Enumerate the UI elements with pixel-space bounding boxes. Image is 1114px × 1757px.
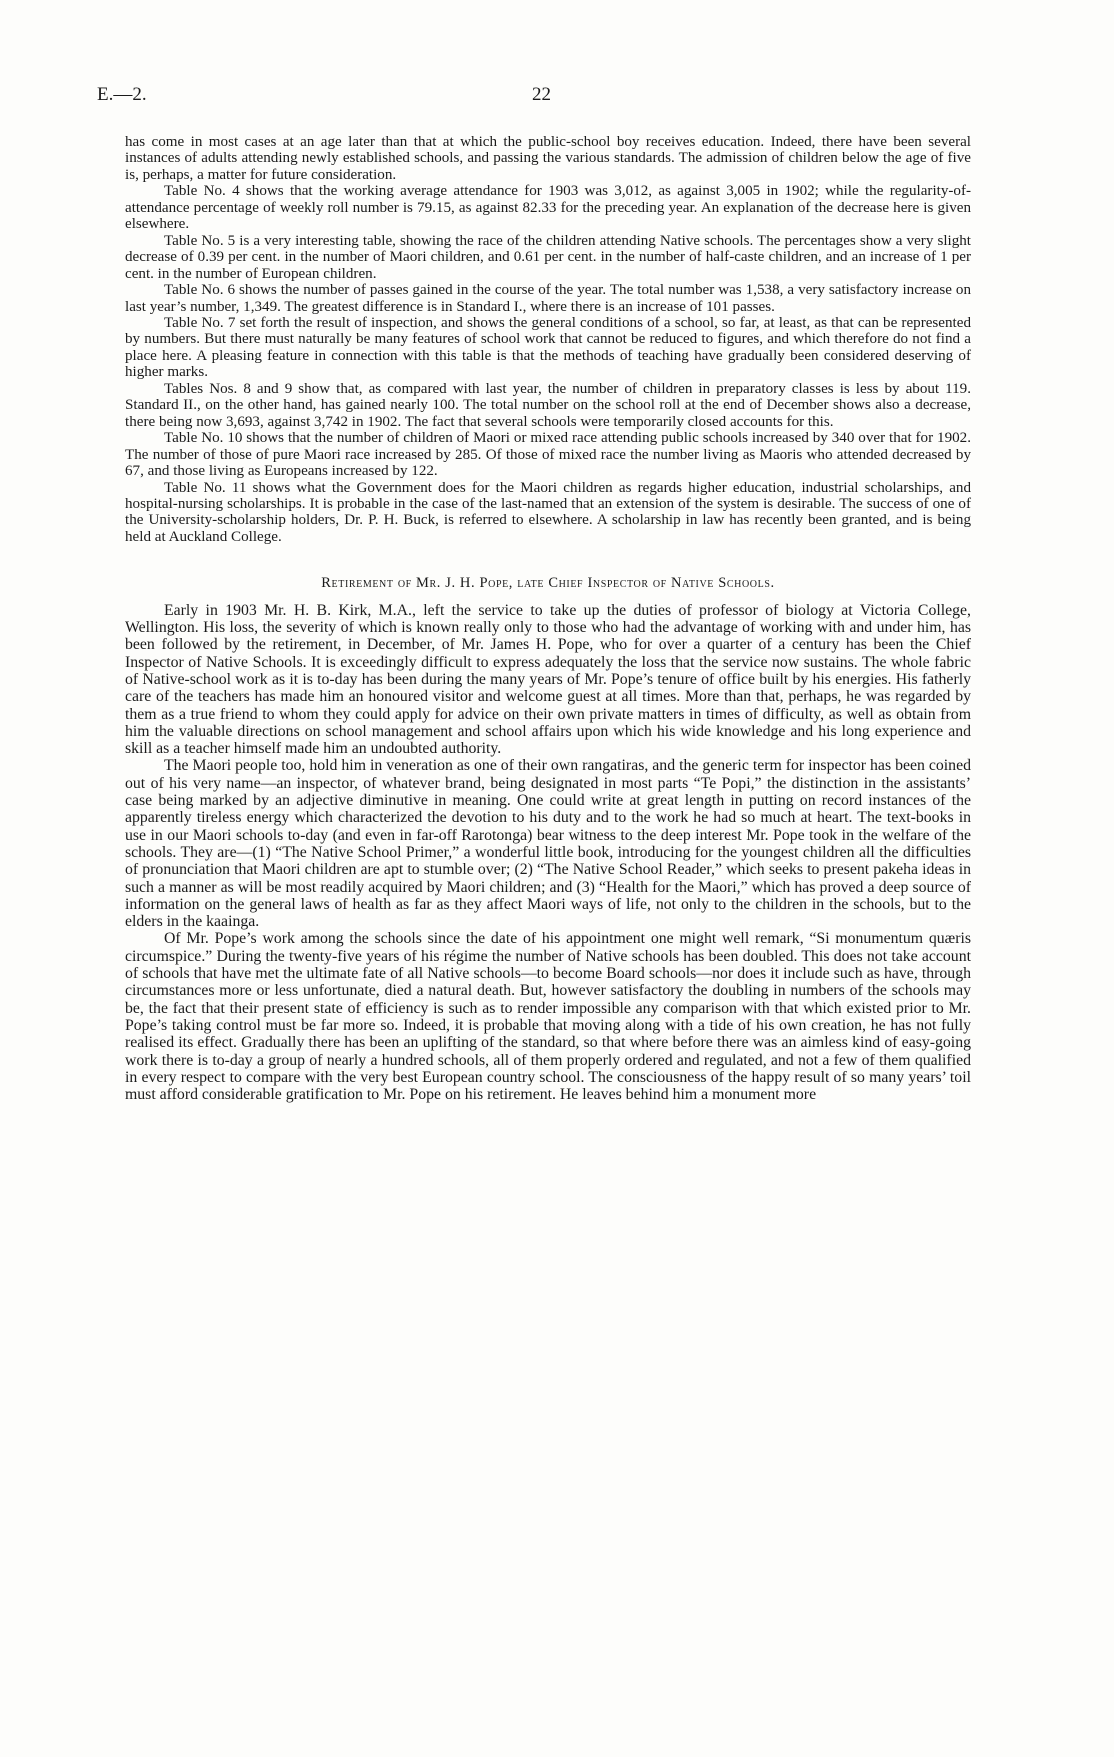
section-heading: Retirement of Mr. J. H. Pope, late Chief Inspector of Native Schools.	[321, 575, 775, 592]
paragraph: Table No. 5 is a very interesting table, showing the race of the children attending Native schools. The percentages show a very slight decrease of 0.39 per cent. in the number of Maori children, and 0.61 per cent. in the number of half-caste children, and an increase of 1 per cent. in the number of European children.	[125, 232, 971, 282]
page-header	[97, 84, 987, 114]
paragraph: Table No. 6 shows the number of passes gained in the course of the year. The total number was 1,538, a very satisfactory increase on last year’s number, 1,349. The greatest difference is in Standard I., where there is an increase of 101 passes.	[125, 282, 971, 315]
page-number: 22	[532, 84, 551, 105]
page-body	[125, 134, 971, 1103]
paragraph: Table No. 10 shows that the number of children of Maori or mixed race attending public schools increased by 340 over that for 1902. The number of those of pure Maori race increased by 285. Of those of mixed race the number living as Maoris who attended decreased by 67, and those living as Europeans increased by 122.	[125, 430, 971, 480]
document-reference: E.—2.	[97, 84, 147, 105]
paragraph: Table No. 11 shows what the Government does for the Maori children as regards higher education, industrial scholarships, and hospital-nursing scholarships. It is probable in the case of the last-named that an extension of the system is desirable. The success of one of the University-scholarship holders, Dr. P. H. Buck, is referred to elsewhere. A scholarship in law has recently been granted, and is being held at Auckland College.	[125, 479, 971, 545]
retirement-section	[125, 602, 971, 1104]
paragraph: Tables Nos. 8 and 9 show that, as compared with last year, the number of children in preparatory classes is less by about 119. Standard II., on the other hand, has gained nearly 100. The total number on the school roll at the end of December shows also a decrease, there being now 3,693, against 3,742 in 1902. The fact that several schools were temporarily closed accounts for this.	[125, 380, 971, 430]
paragraph: has come in most cases at an age later than that at which the public-school boy receives education. Indeed, there have been several instances of adults attending newly established schools, and passing the various standards. The admission of children below the age of five is, perhaps, a matter for future consideration.	[125, 134, 971, 183]
paragraph: The Maori people too, hold him in veneration as one of their own rangatiras, and the generic term for inspector has been coined out of his very name—an inspector, of whatever brand, being designated in most parts “Te Popi,” the distinction in the assistants’ case being marked by an adjective diminutive in meaning. One could write at great length in putting on record instances of the apparently tireless energy which characterized the devotion to his duty and to the work he had so much at heart. The text-books in use in our Maori schools to-day (and even in far-off Rarotonga) bear witness to the deep interest Mr. Pope took in the welfare of the schools. They are—(1) “The Native School Primer,” a wonderful little book, introducing for the youngest children all the difficulties of pronunciation that Maori children are apt to stumble over; (2) “The Native School Reader,” which seeks to present pakeha ideas in such a manner as will be most readily acquired by Maori children; and (3) “Health for the Maori,” which has proved a deep source of information on the general laws of health as far as they affect Maori ways of life, not only to the children in the schools, but to the elders in the kaainga.	[125, 757, 971, 931]
paragraph: Of Mr. Pope’s work among the schools since the date of his appointment one might well remark, “Si monumentum quæris circumspice.” During the twenty-five years of his régime the number of Native schools has been doubled. This does not take account of schools that have met the ultimate fate of all Native schools—to become Board schools—nor does it include such as have, through circumstances more or less unfortunate, died a natural death. But, however satisfactory the doubling in numbers of the schools may be, the fact that their present state of efficiency is such as to render impossible any comparison with that which existed prior to Mr. Pope’s taking control must be far more so. Indeed, it is probable that moving along with a tide of his own creation, he has not fully realised its effect. Gradually there has been an uplifting of the standard, so that where before there was an aimless kind of easy-going work there is to-day a group of nearly a hundred schools, all of them properly ordered and regulated, and not a few of them qualified in every respect to compare with the very best European country school. The consciousness of the happy result of so many years’ toil must afford considerable gratification to Mr. Pope on his retirement. He leaves behind him a monument more	[125, 930, 971, 1104]
paragraph: Early in 1903 Mr. H. B. Kirk, M.A., left the service to take up the duties of professor of biology at Victoria College, Wellington. His loss, the severity of which is known really only to those who had the advantage of working with and under him, has been followed by the retirement, in December, of Mr. James H. Pope, who for over a quarter of a century has been the Chief Inspector of Native Schools. It is exceedingly difficult to express adequately the loss that the service now sustains. The whole fabric of Native-school work as it is to-day has been during the many years of Mr. Pope’s tenure of office built by his energies. His fatherly care of the teachers has made him an honoured visitor and welcome guest at all times. More than that, perhaps, he was regarded by them as a true friend to whom they could apply for advice on their own private matters in times of difficulty, as well as obtain from him the valuable directions on school management and school affairs upon which his wide knowledge and his long experience and skill as a teacher himself made him an undoubted authority.	[125, 601, 971, 758]
paragraph: Table No. 4 shows that the working average attendance for 1903 was 3,012, as against 3,005 in 1902; while the regularity-of-attendance percentage of weekly roll number is 79.15, as against 82.33 for the preceding year. An explanation of the decrease here is given elsewhere.	[125, 183, 971, 233]
paragraph: Table No. 7 set forth the result of inspection, and shows the general conditions of a school, so far, at least, as that can be represented by numbers. But there must naturally be many features of school work that cannot be reduced to figures, and which therefore do not find a place here. A pleasing feature in connection with this table is that the methods of teaching have gradually been considered deserving of higher marks.	[125, 314, 971, 381]
